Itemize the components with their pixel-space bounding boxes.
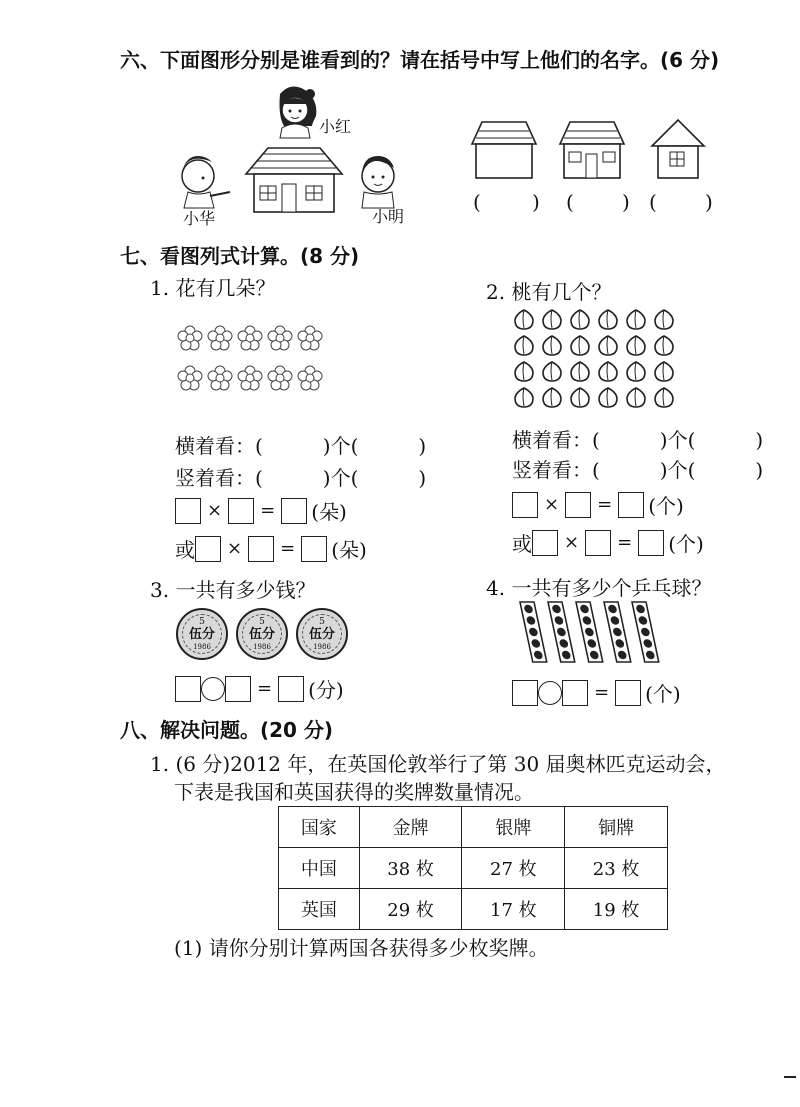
answer-box[interactable] bbox=[512, 492, 538, 518]
equals-sign: = bbox=[260, 500, 276, 521]
coin-year: 1986 bbox=[193, 642, 211, 651]
answer-paren-close-3: ) bbox=[705, 190, 713, 214]
section6-title: 六、下面图形分别是谁看到的？请在括号中写上他们的名字。(6 分) bbox=[120, 48, 720, 72]
answer-box[interactable] bbox=[228, 498, 254, 524]
table-header-cell: 银牌 bbox=[462, 807, 565, 848]
flower-icon bbox=[178, 366, 202, 390]
q4-equation bbox=[512, 678, 681, 707]
equals-sign: = bbox=[597, 494, 613, 515]
flower-icon bbox=[238, 326, 262, 350]
peaches-grid bbox=[510, 306, 686, 412]
equals-sign: = bbox=[617, 532, 633, 553]
five-fen-coin-icon bbox=[236, 608, 288, 660]
peach-icon bbox=[515, 310, 533, 329]
coins-row bbox=[176, 608, 356, 664]
flower-icon bbox=[178, 326, 202, 350]
peach-icon bbox=[655, 336, 673, 355]
label-xiaohua: 小华 bbox=[183, 209, 216, 228]
table-cell: 27 枚 bbox=[462, 848, 565, 889]
answer-box[interactable] bbox=[175, 498, 201, 524]
coin-value: 5 bbox=[319, 616, 325, 627]
q1-equation-2 bbox=[175, 534, 367, 563]
table-cell: 中国 bbox=[279, 848, 360, 889]
answer-box[interactable] bbox=[565, 492, 591, 518]
coin-text: 伍分 bbox=[188, 626, 215, 642]
girl-figure-icon bbox=[280, 86, 317, 138]
q4-prompt: 4. 一共有多少个乒乓球？ bbox=[486, 576, 712, 600]
peach-icon bbox=[515, 336, 533, 355]
peach-icon bbox=[599, 336, 617, 355]
peach-icon bbox=[627, 388, 645, 407]
table-cell: 19 枚 bbox=[565, 889, 668, 930]
or-label: 或 bbox=[175, 538, 195, 562]
q1-row-vertical: 竖着看：( )个( ) bbox=[175, 466, 427, 490]
q8-1-line2: 下表是我国和英国获得的奖牌数量情况。 bbox=[174, 780, 534, 804]
ping-pong-boxes bbox=[512, 598, 662, 666]
house-view-1-icon bbox=[472, 122, 536, 178]
ping-pong-box-icon bbox=[604, 602, 631, 662]
flowers-grid bbox=[176, 322, 332, 394]
table-header-row bbox=[279, 807, 668, 848]
house-icon bbox=[246, 148, 342, 212]
ping-pong-box-icon bbox=[548, 602, 575, 662]
answer-box[interactable] bbox=[585, 530, 611, 556]
q2-prompt: 2. 桃有几个？ bbox=[486, 280, 612, 304]
table-header-cell: 铜牌 bbox=[565, 807, 668, 848]
peach-icon bbox=[627, 336, 645, 355]
answer-box[interactable] bbox=[638, 530, 664, 556]
house-view-2-icon bbox=[560, 122, 624, 178]
coin-value: 5 bbox=[199, 616, 205, 627]
equals-sign: = bbox=[280, 538, 296, 559]
label-xiaoming: 小明 bbox=[372, 207, 405, 226]
ping-pong-box-icon bbox=[632, 602, 659, 662]
ping-pong-box-icon bbox=[576, 602, 603, 662]
coin-text: 伍分 bbox=[248, 626, 275, 642]
five-fen-coin-icon bbox=[176, 608, 228, 660]
answer-box[interactable] bbox=[562, 680, 588, 706]
answer-box[interactable] bbox=[301, 536, 327, 562]
peach-icon bbox=[571, 388, 589, 407]
times-sign: × bbox=[564, 532, 580, 553]
unit-label: (个) bbox=[668, 532, 704, 556]
table-header-cell: 金牌 bbox=[359, 807, 462, 848]
q3-equation bbox=[175, 674, 344, 703]
table-row bbox=[279, 848, 668, 889]
table-cell: 29 枚 bbox=[359, 889, 462, 930]
answer-box[interactable] bbox=[225, 676, 251, 702]
flower-icon bbox=[268, 366, 292, 390]
boy-right-figure-icon bbox=[362, 156, 394, 208]
flower-icon bbox=[298, 366, 322, 390]
peach-icon bbox=[571, 310, 589, 329]
answer-box[interactable] bbox=[195, 536, 221, 562]
answer-box[interactable] bbox=[175, 676, 201, 702]
coin-year: 1986 bbox=[313, 642, 331, 651]
peach-icon bbox=[655, 388, 673, 407]
coin-value: 5 bbox=[259, 616, 265, 627]
or-label: 或 bbox=[512, 532, 532, 556]
answer-paren-open-3: ( bbox=[649, 190, 657, 214]
table-header-cell: 国家 bbox=[279, 807, 360, 848]
peach-icon bbox=[599, 388, 617, 407]
table-cell: 英国 bbox=[279, 889, 360, 930]
unit-label: (朵) bbox=[311, 500, 347, 524]
times-sign: × bbox=[207, 500, 223, 521]
q8-1-line1: 1. (6 分)2012 年，在英国伦敦举行了第 30 届奥林匹克运动会， bbox=[150, 752, 726, 776]
q2-row-vertical: 竖着看：( )个( ) bbox=[512, 458, 764, 482]
peach-icon bbox=[599, 310, 617, 329]
equals-sign: = bbox=[257, 678, 273, 699]
peach-icon bbox=[655, 310, 673, 329]
q2-equation-1 bbox=[512, 490, 684, 519]
flower-icon bbox=[268, 326, 292, 350]
answer-box[interactable] bbox=[281, 498, 307, 524]
peach-icon bbox=[515, 362, 533, 381]
flower-icon bbox=[238, 366, 262, 390]
q2-equation-2 bbox=[512, 528, 704, 557]
answer-paren-close-2: ) bbox=[622, 190, 630, 214]
peach-icon bbox=[627, 362, 645, 381]
house-views-illustration bbox=[468, 116, 718, 186]
answer-box[interactable] bbox=[618, 492, 644, 518]
unit-label: (分) bbox=[308, 678, 344, 702]
answer-box[interactable] bbox=[512, 680, 538, 706]
house-view-3-icon bbox=[652, 120, 704, 178]
ping-pong-box-icon bbox=[520, 602, 547, 662]
boy-left-figure-icon bbox=[182, 156, 230, 208]
q8-1-sub1: (1) 请你分别计算两国各获得多少枚奖牌。 bbox=[174, 936, 549, 960]
q2-row-horizontal: 横着看：( )个( ) bbox=[512, 428, 764, 452]
q1-equation-1 bbox=[175, 496, 347, 525]
table-cell: 23 枚 bbox=[565, 848, 668, 889]
table-cell: 38 枚 bbox=[359, 848, 462, 889]
answer-box[interactable] bbox=[532, 530, 558, 556]
page-edge-mark bbox=[784, 1076, 796, 1078]
label-xiaohong: 小红 bbox=[319, 117, 352, 136]
q1-prompt: 1. 花有几朵？ bbox=[150, 276, 276, 300]
peach-icon bbox=[599, 362, 617, 381]
coin-year: 1986 bbox=[253, 642, 271, 651]
q1-row-horizontal: 横着看：( )个( ) bbox=[175, 434, 427, 458]
flower-icon bbox=[208, 326, 232, 350]
table-cell: 17 枚 bbox=[462, 889, 565, 930]
q3-prompt: 3. 一共有多少钱？ bbox=[150, 578, 316, 602]
peach-icon bbox=[543, 362, 561, 381]
peach-icon bbox=[571, 336, 589, 355]
flower-icon bbox=[208, 366, 232, 390]
section7-title: 七、看图列式计算。(8 分) bbox=[120, 244, 360, 268]
unit-label: (个) bbox=[645, 682, 681, 706]
times-sign: × bbox=[544, 494, 560, 515]
times-sign: × bbox=[227, 538, 243, 559]
peach-icon bbox=[571, 362, 589, 381]
five-fen-coin-icon bbox=[296, 608, 348, 660]
answer-paren-open-2: ( bbox=[566, 190, 574, 214]
equals-sign: = bbox=[594, 682, 610, 703]
unit-label: (朵) bbox=[331, 538, 367, 562]
operator-circle[interactable] bbox=[538, 681, 562, 705]
peach-icon bbox=[627, 310, 645, 329]
answer-paren-close-1: ) bbox=[532, 190, 540, 214]
coin-text: 伍分 bbox=[308, 626, 335, 642]
section8-title: 八、解决问题。(20 分) bbox=[120, 718, 334, 742]
unit-label: (个) bbox=[648, 494, 684, 518]
flower-icon bbox=[298, 326, 322, 350]
table-row bbox=[279, 889, 668, 930]
answer-box[interactable] bbox=[615, 680, 641, 706]
peach-icon bbox=[543, 388, 561, 407]
peach-icon bbox=[543, 336, 561, 355]
answer-box[interactable] bbox=[278, 676, 304, 702]
answer-box[interactable] bbox=[248, 536, 274, 562]
medal-table bbox=[278, 806, 668, 930]
peach-icon bbox=[655, 362, 673, 381]
operator-circle[interactable] bbox=[201, 677, 225, 701]
answer-paren-open-1: ( bbox=[473, 190, 481, 214]
peach-icon bbox=[515, 388, 533, 407]
peach-icon bbox=[543, 310, 561, 329]
